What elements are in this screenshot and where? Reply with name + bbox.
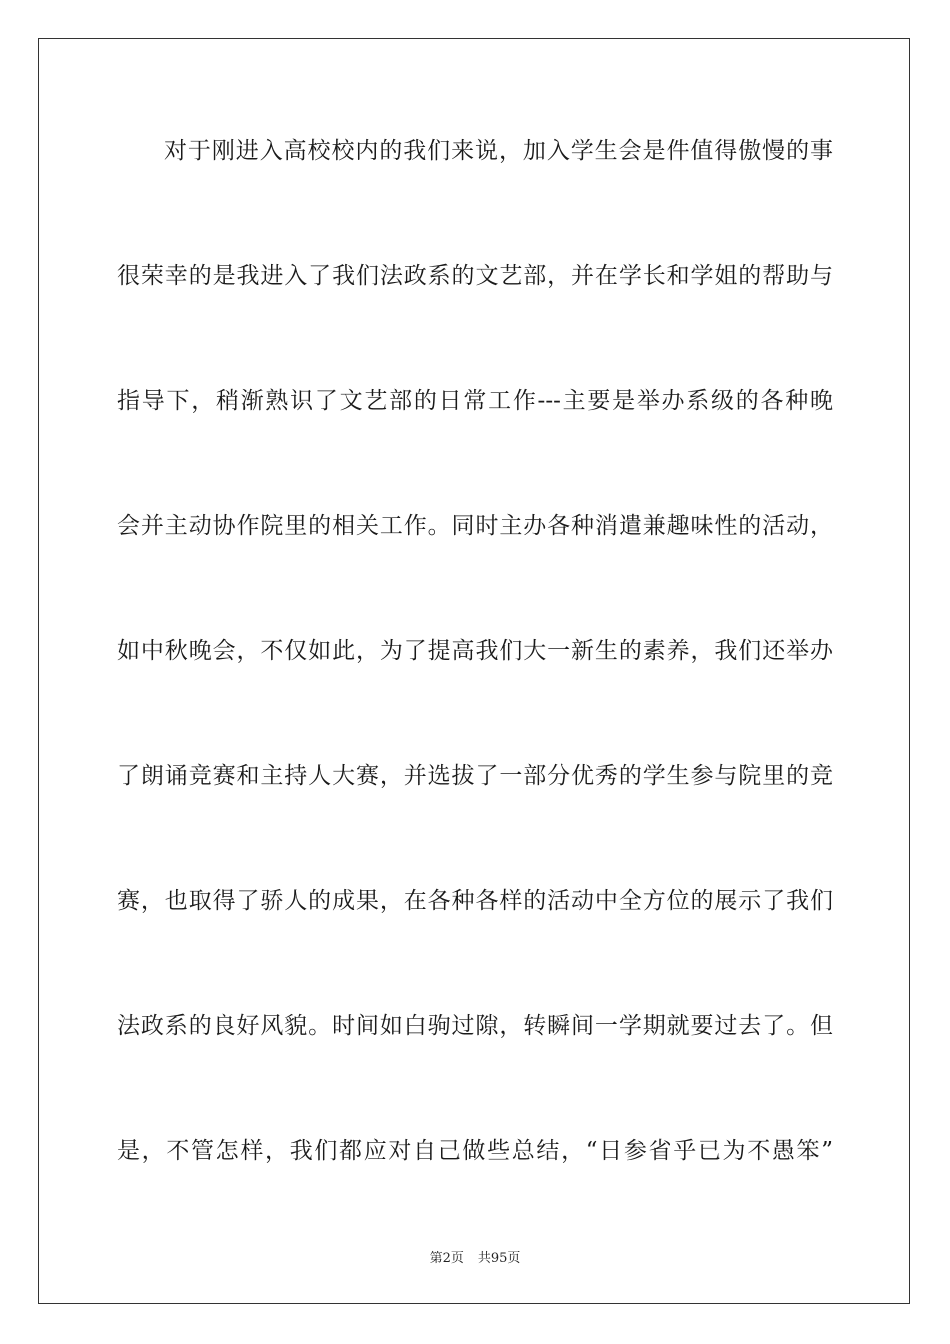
text-line: 对于刚进入高校校内的我们来说，加入学生会是件值得傲慢的事 bbox=[164, 138, 833, 164]
text-line: 很荣幸的是我进入了我们法政系的文艺部，并在学长和学姐的帮助与 bbox=[117, 263, 833, 289]
text-line: 指导下，稍渐熟识了文艺部的日常工作---主要是举办系级的各种晚 bbox=[117, 388, 833, 414]
text-line: 会并主动协作院里的相关工作。同时主办各种消遣兼趣味性的活动， bbox=[117, 513, 833, 539]
page-number: 第2页 bbox=[429, 1251, 464, 1266]
text-line: 如中秋晚会，不仅如此，为了提高我们大一新生的素养，我们还举办 bbox=[117, 638, 833, 664]
text-line: 是，不管怎样，我们都应对自己做些总结，“日参省乎已为不愚笨” bbox=[117, 1138, 833, 1164]
page-border bbox=[38, 38, 910, 1304]
text-line: 了朗诵竞赛和主持人大赛，并选拔了一部分优秀的学生参与院里的竞 bbox=[117, 763, 833, 789]
page-total: 共95页 bbox=[477, 1251, 521, 1266]
page-footer bbox=[0, 1247, 950, 1266]
text-line: 法政系的良好风貌。时间如白驹过隙，转瞬间一学期就要过去了。但 bbox=[117, 1013, 833, 1039]
text-line: 赛，也取得了骄人的成果，在各种各样的活动中全方位的展示了我们 bbox=[117, 888, 833, 914]
